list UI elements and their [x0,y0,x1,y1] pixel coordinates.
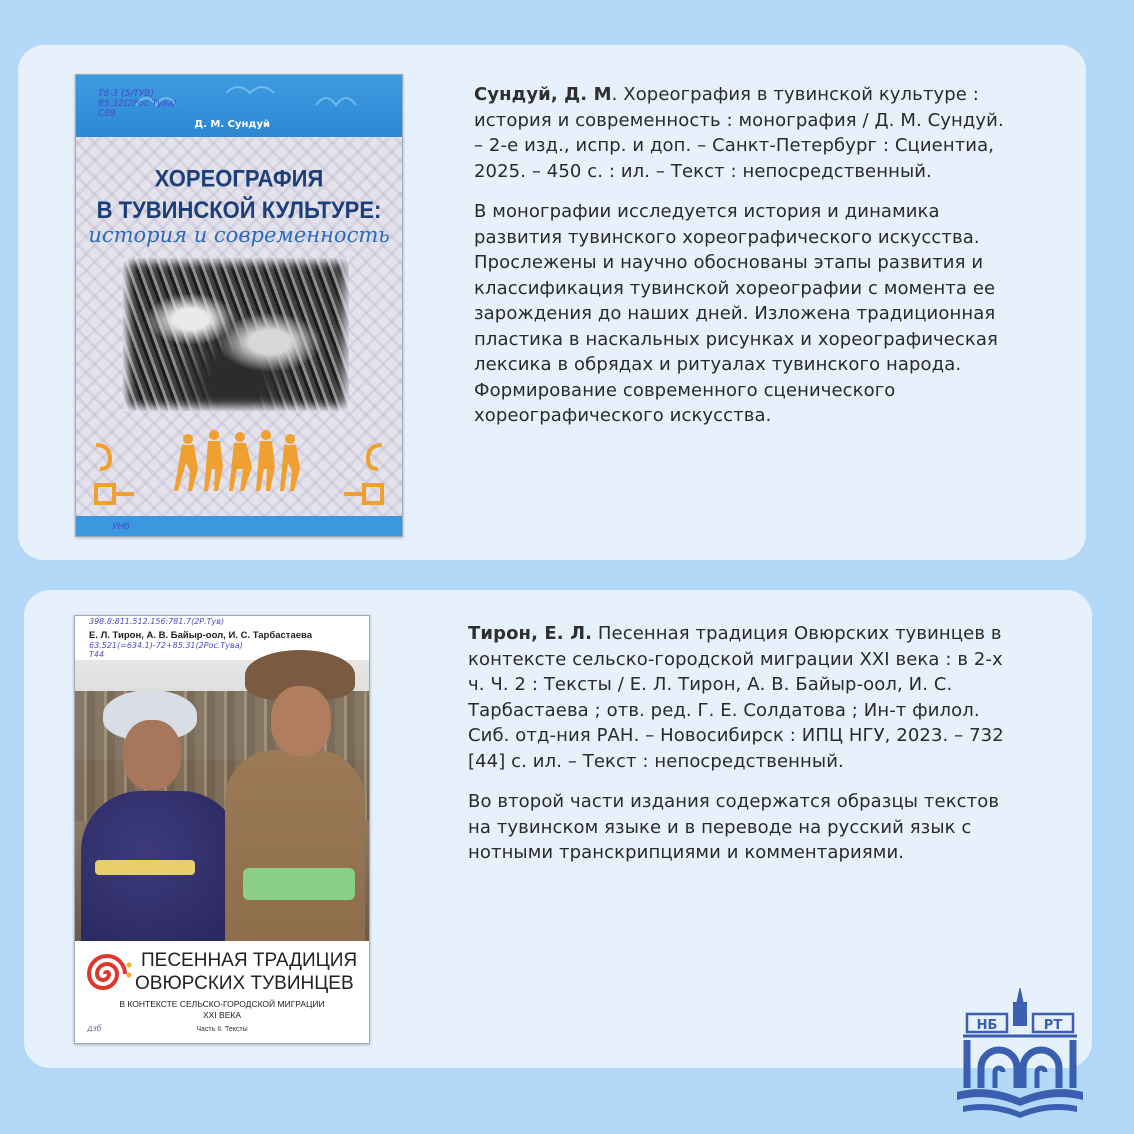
library-logo-icon [955,988,1085,1122]
cover-author: Д. М. Сундуй [194,119,270,130]
cover-title: ХОРЕОГРАФИЯ В ТУВИНСКОЙ КУЛЬТУРЕ: [96,164,382,224]
cover-authors: Е. Л. Тирон, А. В. Байыр-оол, И. С. Тарбастаева [89,630,313,641]
book-cover-2 [74,615,370,1044]
spiral-logo-icon [83,951,133,997]
book-description-2 [468,621,1008,881]
annotation-text: Во второй части издания содержатся образцы текстов на тувинском языке и в переводе на русский язык с нотными транскрипциями и комментариями. [468,791,1000,863]
ornament-left-icon [90,435,140,515]
annotation-text: В монографии исследуется история и динамика развития тувинского хореографического искусства. Прослежены и научно обоснованы этапы развития и классификация тувинской хореографии с момента ее зарождения до наших дней. Изложена традиционная пластика в наскальных рисунках и хореографическая лексика в обрядах и ритуалах тувинского народа. Формирование современного сценического хореографического искусства. [474,201,998,426]
library-stamp-bottom: дзб [87,1024,102,1033]
bibliographic-record [468,621,1008,774]
cover-subtitle: В КОНТЕКСТЕ СЕЛЬСКО-ГОРОДСКОЙ МИГРАЦИИ XXI ВЕКА [119,999,325,1020]
book-card-2 [24,590,1092,1068]
library-stamp: 398.8:811.512.156:781.7(2Р.Тув) [89,617,225,626]
cover-subtitle: история и современность [88,223,390,247]
library-stamp-2: 63.521(=634.1)-72+85.31(2Рос.Тува) Т44 [89,641,243,659]
ornament-right-icon [338,435,388,515]
library-stamp: Т8-3 (5/ТУВ) 85.32(2Рос.Тува) С89 [98,89,177,119]
cover-title-line1: ПЕСЕННАЯ ТРАДИЦИЯ [141,950,358,971]
cover-part: Часть II. Тексты [196,1026,248,1033]
man-head [271,686,331,756]
book-cover-1 [75,74,403,537]
dancers-icon [174,425,304,495]
book-card-1 [18,45,1086,560]
book-description-1 [474,82,1014,444]
cover-title-line2: ОВЮРСКИХ ТУВИНЦЕВ [135,973,354,994]
author-name: Тирон, Е. Л. [468,623,593,644]
library-stamp-bottom: УНб [112,522,130,532]
woman-sash [95,860,195,875]
citation-text: . Хореография в тувинской культуре : история и современность : монография / Д. М. Сундуй. – 2-е изд., испр. и доп. – Санкт-Петербург : Сциентиа, 2025. – 450 с. : ил. – Текст : непосредственный. [474,84,1004,182]
logo-left-text: НБ [976,1018,998,1033]
man-sash [243,868,355,900]
woman-head [123,720,181,790]
author-name: Сундуй, Д. М [474,84,612,105]
citation-text: Песенная традиция Овюрских тувинцев в контексте сельско-городской миграции XXI века : в 2-х ч. Ч. 2 : Тексты / Е. Л. Тирон, А. В. Байыр-оол, И. С. Тарбастаева ; отв. ред. Г. Е. Солдатова ; Ин-т филол. Сиб. отд-ния РАН. – Новосибирск : ИПЦ НГУ, 2023. – 732 [44] с. ил. – Текст : непосредственный. [468,623,1004,772]
rock-art-photo [123,258,349,411]
bibliographic-record [474,82,1014,184]
logo-right-text: РТ [1043,1018,1063,1033]
